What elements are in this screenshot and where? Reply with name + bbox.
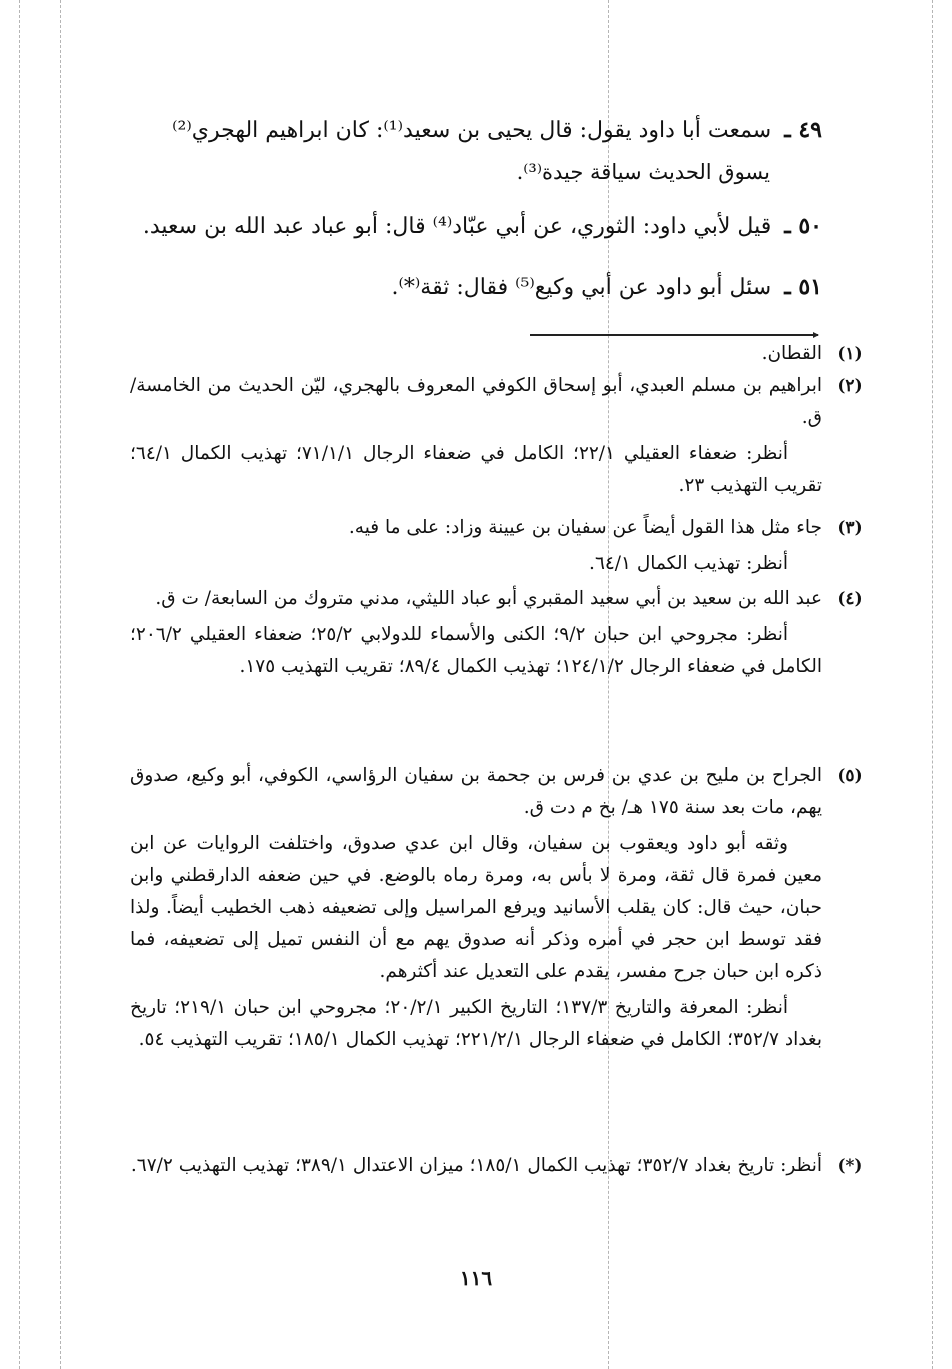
- footnote-separator: [530, 334, 818, 336]
- footnote-references: أنظر: ضعفاء العقيلي ٢٢/١؛ الكامل في ضعفاء الرجال ٧١/١/١؛ تهذيب الكمال ٦٤/١؛ تقريب التهذيب ٢٣.: [130, 443, 822, 496]
- entry-text: يسوق الحديث سياقة جيدة⁽³⁾.: [516, 160, 770, 184]
- footnote-text: ابراهيم بن مسلم العبدي، أبو إسحاق الكوفي المعروف بالهجري، ليّن الحديث من الخامسة/ ق.: [130, 375, 822, 428]
- footnote-label: (١): [837, 344, 863, 364]
- scan-fold-line: [932, 0, 933, 1369]
- entry-49-line-2: [162, 156, 822, 188]
- footnote-label: (٣): [837, 518, 863, 538]
- footnote-references: أنظر: المعرفة والتاريخ ١٣٧/٣؛ التاريخ الكبير ٢٠/٢/١؛ مجروحي ابن حبان ٢١٩/١؛ تاريخ بغداد ٣٥٢/٧؛ الكامل في ضعفاء الرجال ٢٢١/٢/١؛ تهذيب الكمال ١٨٥/١؛ تقريب التهذيب ٥٤.: [130, 997, 822, 1050]
- footnote-label: (٥): [837, 766, 863, 786]
- footnote-text: جاء مثل هذا القول أيضاً عن سفيان بن عيينة وزاد: على ما فيه.: [348, 517, 822, 538]
- entry-49-line-1: [122, 113, 822, 148]
- entry-number: ٥١ ـ: [784, 274, 822, 300]
- footnote-star: [130, 1150, 863, 1182]
- footnote-label: (٤): [837, 589, 863, 609]
- footnote-references: أنظر: مجروحي ابن حبان ٩/٢؛ الكنى والأسماء للدولابي ٢٥/٢؛ ضعفاء العقيلي ٢٠٦/٢؛ الكامل في ضعفاء الرجال ١٢٤/١/٢؛ تهذيب الكمال ٨٩/٤؛ تقريب التهذيب ١٧٥.: [130, 624, 822, 677]
- footnote-5: [130, 760, 863, 1056]
- entry-text: سمعت أبا داود يقول: قال يحيى بن سعيد⁽¹⁾: كان ابراهيم الهجري⁽²⁾: [172, 118, 772, 143]
- footnote-text: القطان.: [761, 343, 822, 364]
- footnote-4: [130, 583, 863, 683]
- footnote-references: أنظر: تاريخ بغداد ٣٥٢/٧؛ تهذيب الكمال ١٨٥/١؛ ميزان الاعتدال ٣٨٩/١؛ تهذيب التهذيب ٦٧/٢.: [130, 1155, 822, 1176]
- entry-number: ٥٠ ـ: [784, 213, 822, 239]
- entry-50: [122, 209, 822, 244]
- entry-text: قيل لأبي داود: الثوري، عن أبي عبّاد⁽⁴⁾ قال: أبو عباد عبد الله بن سعيد.: [142, 214, 772, 239]
- footnote-label: (٢): [837, 376, 863, 396]
- scan-fold-line: [19, 0, 20, 1369]
- footnote-3: [130, 512, 863, 580]
- entry-51: [122, 270, 822, 305]
- page-number: ١١٦: [459, 1266, 493, 1290]
- scan-fold-line: [60, 0, 61, 1369]
- footnote-text: الجراح بن مليح بن عدي بن فرس بن جحمة بن سفيان الرؤاسي، الكوفي، أبو وكيع، صدوق يهم، مات بعد سنة ١٧٥ هـ/ بخ م دت ق.: [130, 765, 822, 818]
- footnote-references: أنظر: تهذيب الكمال ٦٤/١.: [589, 553, 788, 574]
- footnote-1: [130, 338, 863, 370]
- footnote-2: [130, 370, 863, 502]
- footnote-label: (*): [837, 1156, 863, 1176]
- entry-number: ٤٩ ـ: [784, 117, 822, 143]
- entry-text: سئل أبو داود عن أبي وكيع⁽⁵⁾ فقال: ثقة⁽*⁾.: [391, 275, 772, 300]
- footnote-text: عبد الله بن سعيد بن أبي سعيد المقبري أبو عباد الليثي، مدني متروك من السابعة/ ت ق.: [155, 588, 822, 609]
- footnote-commentary: وثقه أبو داود ويعقوب بن سفيان، وقال ابن عدي صدوق، واختلفت الروايات عن ابن معين فمرة قال ثقة، ومرة لا بأس به، ومرة رماه بالوضع. في حين ضعفه الدارقطني وابن حبان، حيث قال: كان يقلب الأسانيد ويرفع المراسيل وإلى تضعيفه ذهب الخطيب أيضاً. ولذا فقد توسط ابن حجر في أمره وذكر أنه صدوق يهم مع أن النفس تميل إلى تضعيفه، فما ذكره ابن حبان جرح مفسر، يقدم على التعديل عند أكثرهم.: [130, 833, 822, 982]
